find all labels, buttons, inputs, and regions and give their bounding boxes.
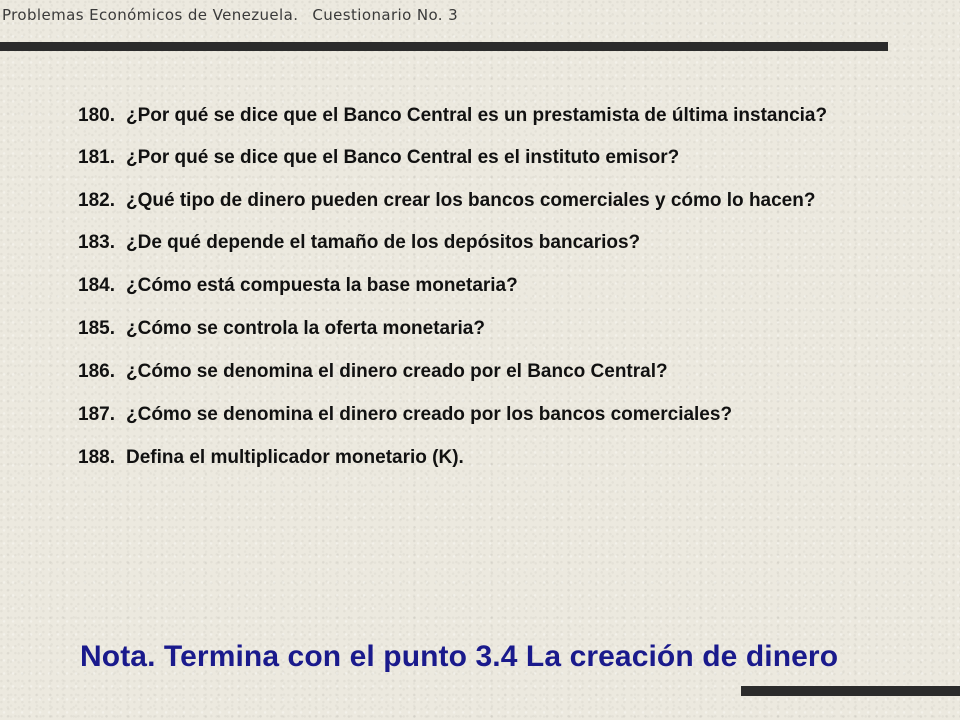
question-number: 188. <box>78 447 115 468</box>
question-item <box>78 272 910 300</box>
header-title: Problemas Económicos de Venezuela. <box>2 6 299 24</box>
slide-header <box>2 6 458 24</box>
question-text: ¿Cómo está compuesta la base monetaria? <box>126 275 518 296</box>
question-text: ¿Cómo se denomina el dinero creado por el Banco Central? <box>126 361 668 382</box>
question-list <box>78 102 910 487</box>
question-number: 187. <box>78 404 115 425</box>
question-text: ¿Cómo se denomina el dinero creado por los bancos comerciales? <box>126 404 733 425</box>
question-item <box>78 444 910 472</box>
question-number: 183. <box>78 232 115 253</box>
question-text: ¿Por qué se dice que el Banco Central es un prestamista de última instancia? <box>126 105 828 126</box>
top-rule <box>0 42 888 51</box>
question-item <box>78 358 910 386</box>
question-number: 185. <box>78 318 115 339</box>
header-subtitle: Cuestionario No. 3 <box>312 6 459 24</box>
question-text: ¿Por qué se dice que el Banco Central es el instituto emisor? <box>126 147 680 168</box>
question-text: ¿Cómo se controla la oferta monetaria? <box>126 318 485 339</box>
question-number: 181. <box>78 147 115 168</box>
question-number: 182. <box>78 190 115 211</box>
question-item <box>78 102 910 130</box>
question-text: ¿De qué depende el tamaño de los depósitos bancarios? <box>126 232 641 253</box>
closing-note: Nota. Termina con el punto 3.4 La creación de dinero <box>80 640 839 673</box>
question-item <box>78 187 910 215</box>
question-number: 184. <box>78 275 115 296</box>
question-item <box>78 229 910 257</box>
question-number: 180. <box>78 105 115 126</box>
question-text: Defina el multiplicador monetario (K). <box>126 447 464 468</box>
question-text: ¿Qué tipo de dinero pueden crear los bancos comerciales y cómo lo hacen? <box>126 190 816 211</box>
question-item <box>78 401 910 429</box>
question-number: 186. <box>78 361 115 382</box>
bottom-rule <box>741 686 960 696</box>
question-item <box>78 144 910 172</box>
question-item <box>78 315 910 343</box>
